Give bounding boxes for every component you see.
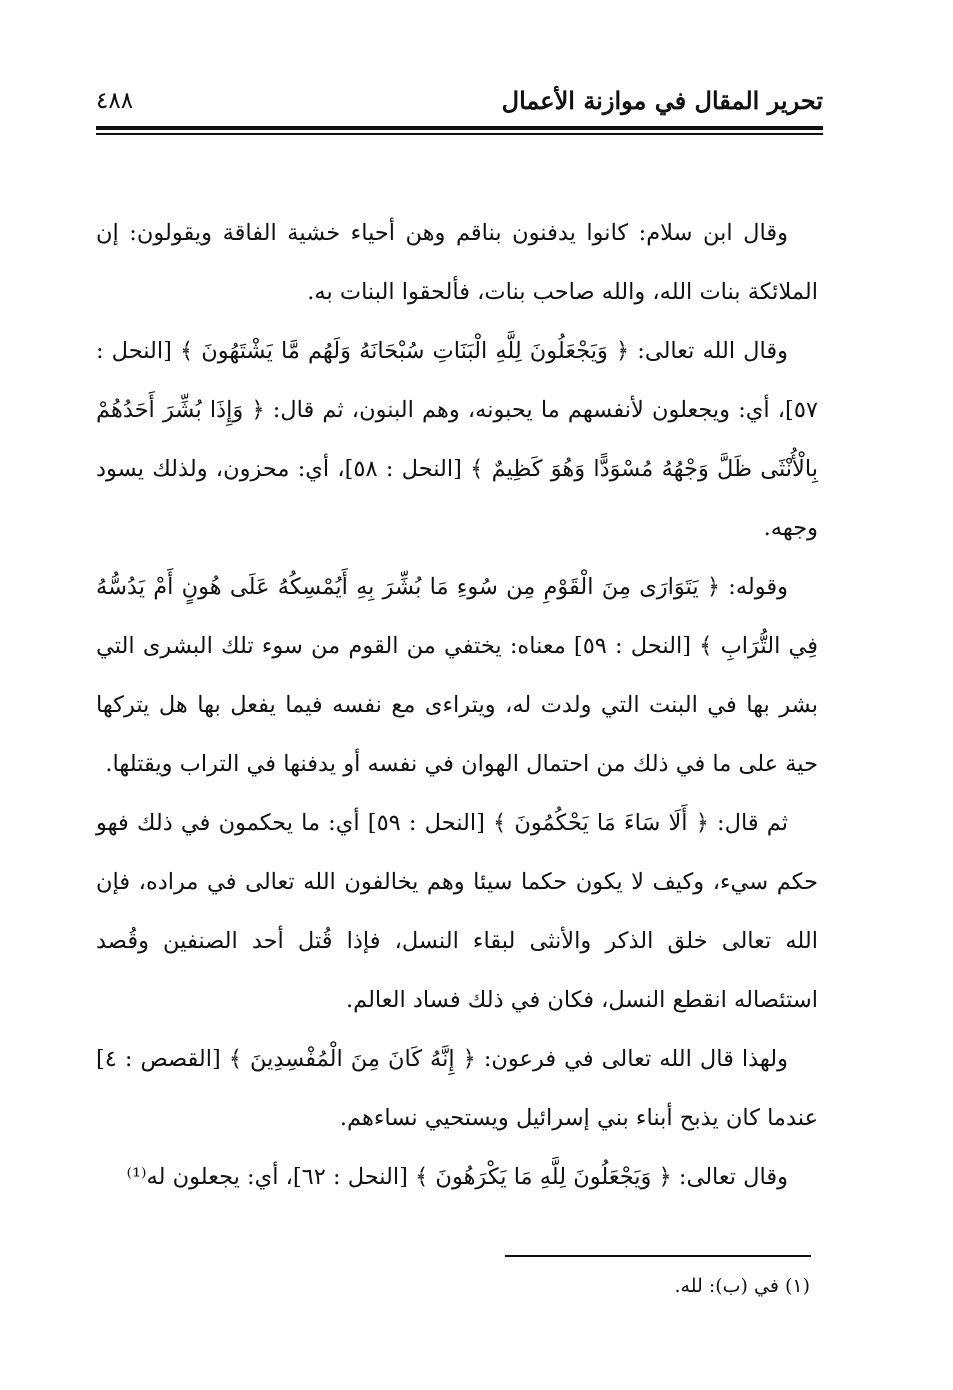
paragraph: وقال تعالى: ﴿ وَيَجْعَلُونَ لِلَّهِ مَا يَكْرَهُونَ ﴾ [النحل : ٦٢]، أي: يجعلون له⁽¹⁾ xyxy=(126,1164,788,1190)
paragraph: وقوله: ﴿ يَتَوَارَى مِنَ الْقَوْمِ مِن سُوءِ مَا بُشِّرَ بِهِ أَيُمْسِكُهُ عَلَى هُونٍ أَمْ يَدُسُّهُ فِي التُّرَابِ ﴾ [النحل : ٥٩] معناه: يختفي من القوم من سوء تلك البشرى التي بشر بها في البنت التي ولدت له، ويتراءى مع نفسه فيما يفعل بها هل يتركها حية على ما في ذلك من احتمال الهوان في نفسه أو يدفنها في التراب ويقتلها. xyxy=(96,574,818,777)
main-text xyxy=(96,204,818,1207)
paragraph: ولهذا قال الله تعالى في فرعون: ﴿ إِنَّهُ كَانَ مِنَ الْمُفْسِدِينَ ﴾ [القصص : ٤] عندما كان يذبح أبناء بني إسرائيل ويستحيي نساءهم. xyxy=(96,1046,818,1131)
paragraph: وقال ابن سلام: كانوا يدفنون بناقم وهن أحياء خشية الفاقة ويقولون: إن الملائكة بنات الله، والله صاحب بنات، فألحقوا البنات به. xyxy=(96,220,818,305)
paragraph: ثم قال: ﴿ أَلَا سَاءَ مَا يَحْكُمُونَ ﴾ [النحل : ٥٩] أي: ما يحكمون في ذلك فهو حكم سيء، وكيف لا يكون حكما سيئا وهم يخالفون الله تعالى في مراده، فإن الله تعالى خلق الذكر والأنثى لبقاء النسل، فإذا قُتل أحد الصنفين وقُصد استئصاله انقطع النسل، فكان في ذلك فساد العالم. xyxy=(96,810,818,1013)
page-number: ٤٨٨ xyxy=(96,88,134,114)
header-rule-thin xyxy=(96,133,823,135)
paragraph: وقال الله تعالى: ﴿ وَيَجْعَلُونَ لِلَّهِ الْبَنَاتِ سُبْحَانَهُ وَلَهُم مَّا يَشْتَهُونَ ﴾ [النحل : ٥٧]، أي: ويجعلون لأنفسهم ما يحبونه، وهم البنون، ثم قال: ﴿ وَإِذَا بُشِّرَ أَحَدُهُمْ بِالْأُنْثَى ظَلَّ وَجْهُهُ مُسْوَدًّا وَهُوَ كَظِيمٌ ﴾ [النحل : ٥٨]، أي: محزون، ولذلك يسود وجهه. xyxy=(96,338,818,541)
footnote-separator xyxy=(505,1255,811,1257)
running-header xyxy=(96,86,823,122)
book-title: تحرير المقال في موازنة الأعمال xyxy=(501,86,823,115)
footnote: (١) في (ب): لله. xyxy=(674,1275,810,1297)
header-rule-thick xyxy=(96,126,823,130)
